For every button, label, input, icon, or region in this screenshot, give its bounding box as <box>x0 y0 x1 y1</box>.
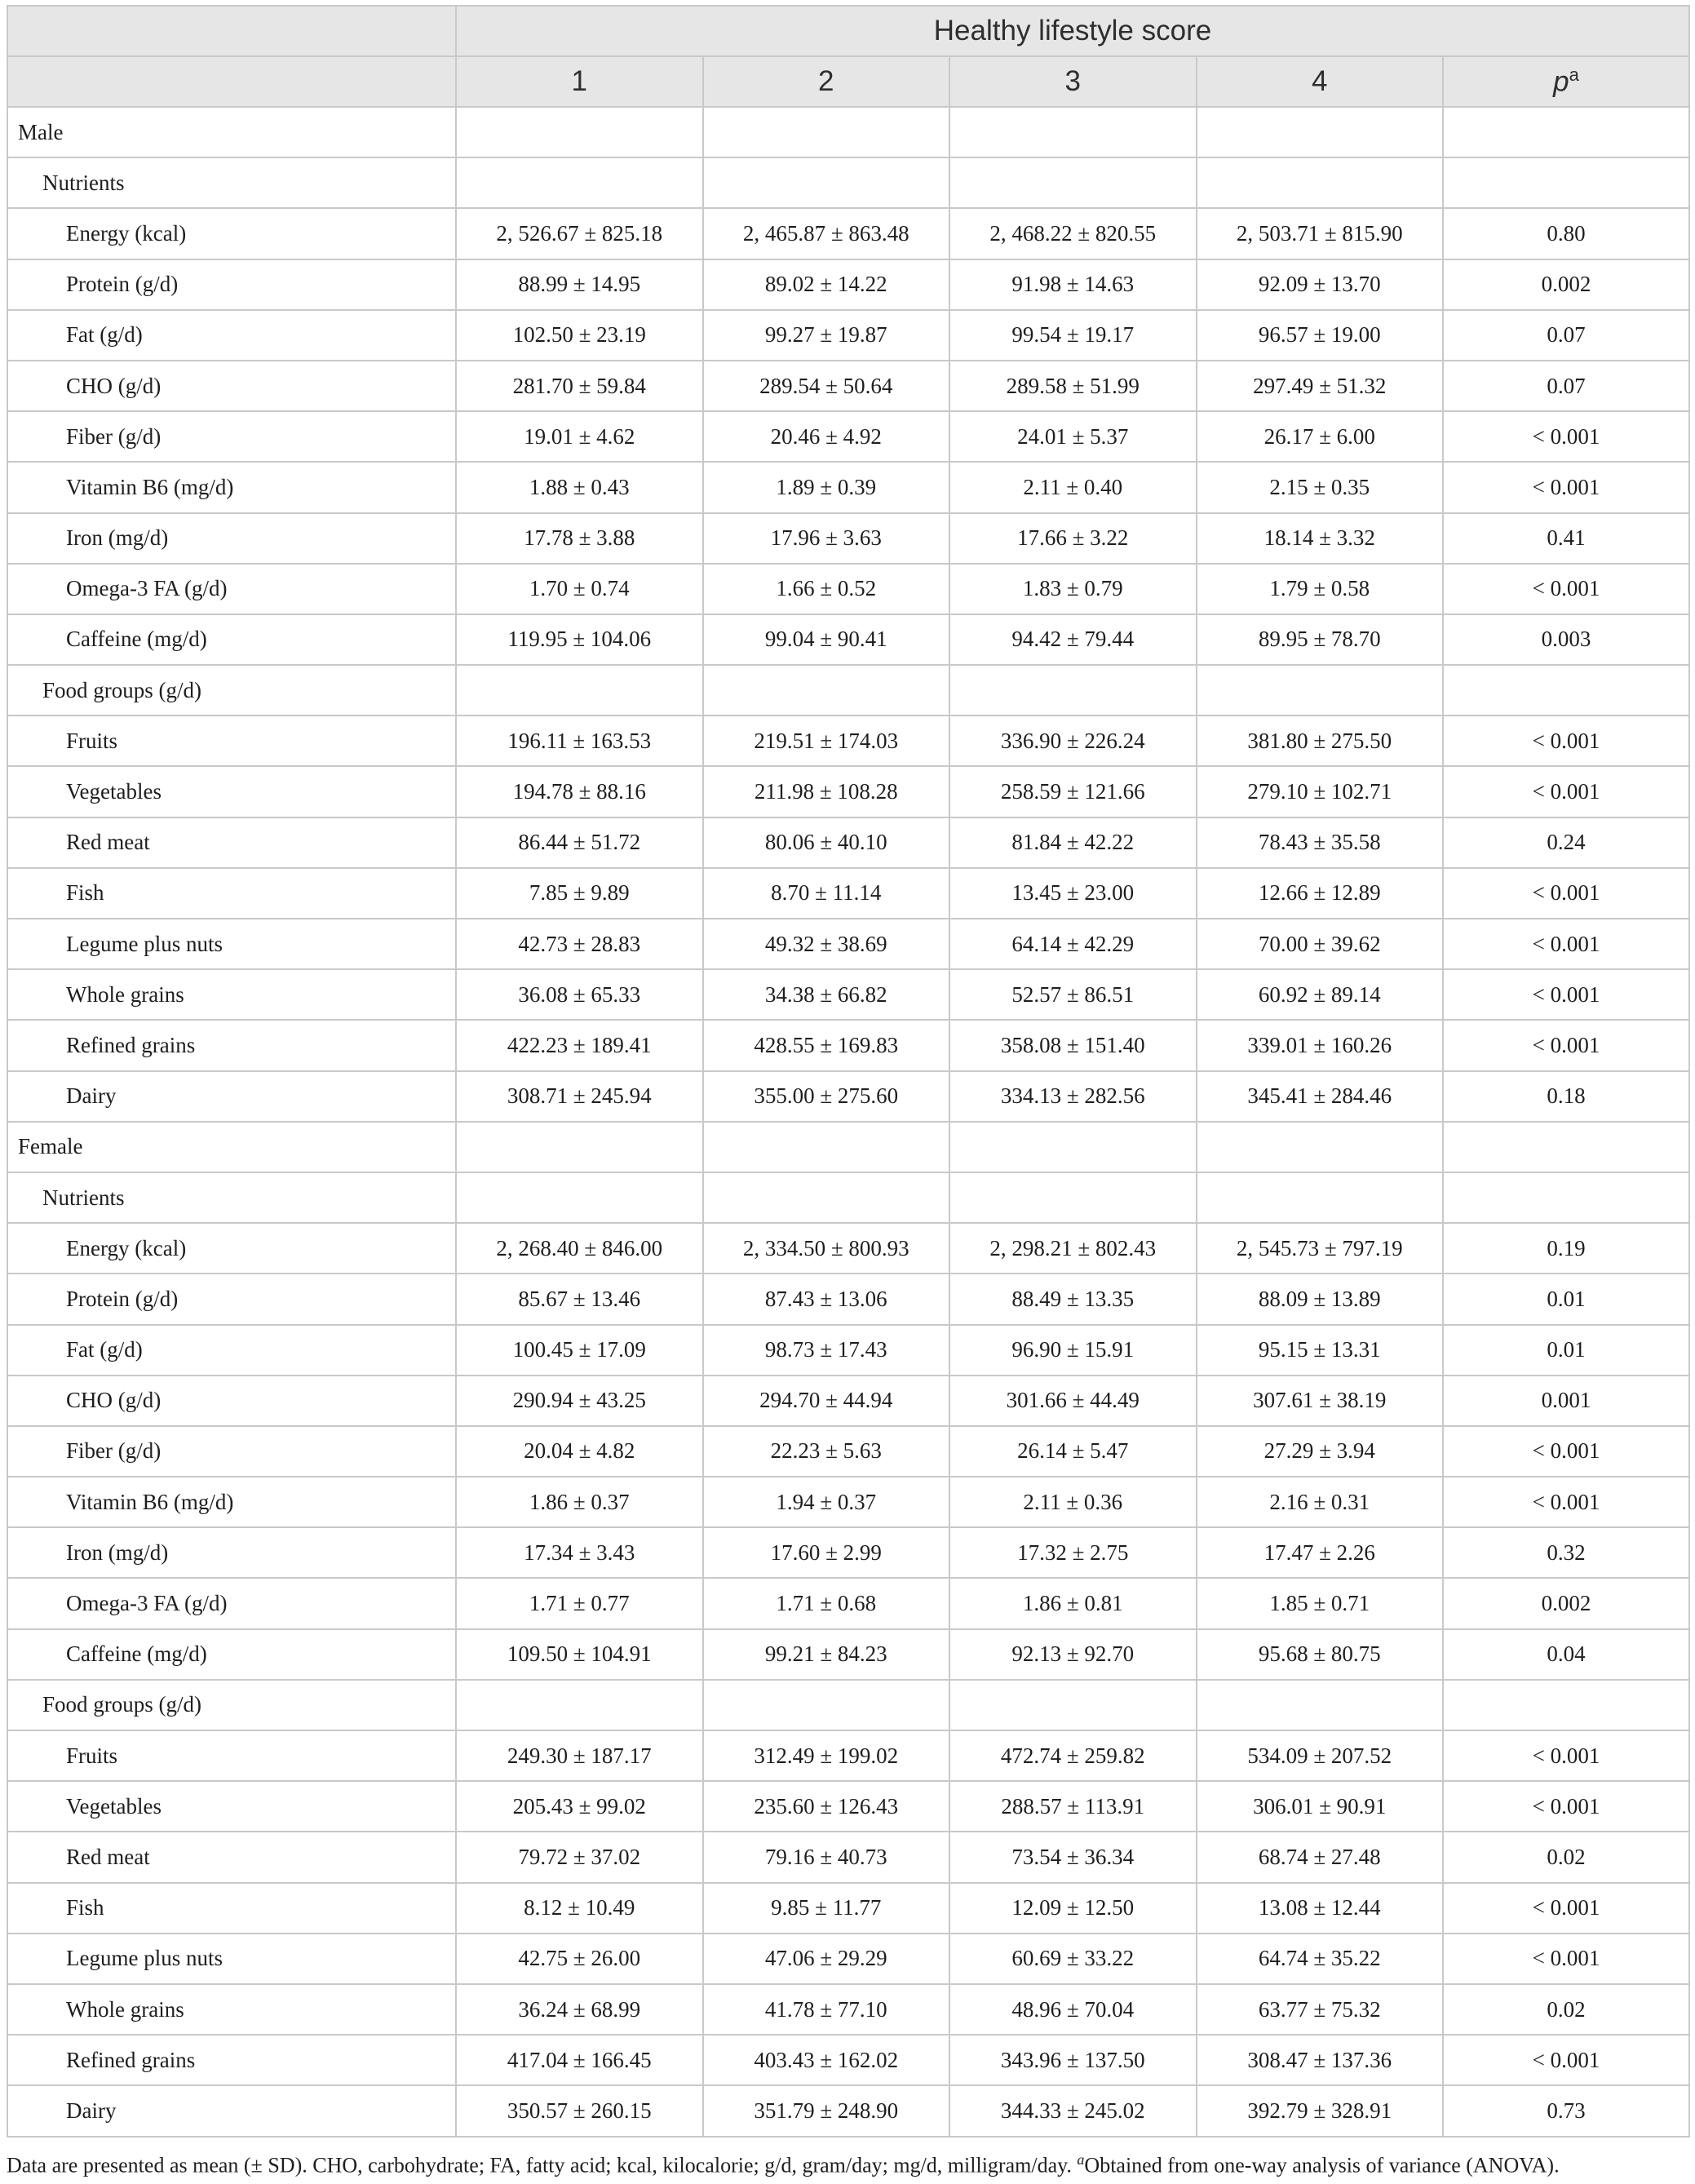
value-cell-score-4: 534.09 ± 207.52 <box>1197 1730 1444 1781</box>
p-value-cell: 0.19 <box>1443 1223 1689 1274</box>
value-cell-score-4: 18.14 ± 3.32 <box>1197 513 1444 564</box>
value-cell-score-2: 351.79 ± 248.90 <box>703 2085 950 2136</box>
p-value-cell: 0.02 <box>1443 1832 1689 1882</box>
value-cell-score-1: 109.50 ± 104.91 <box>456 1629 703 1680</box>
row-label: Whole grains <box>7 969 456 1020</box>
p-value-cell: 0.003 <box>1443 614 1689 665</box>
value-cell-score-4: 12.66 ± 12.89 <box>1197 868 1444 919</box>
row-label: Energy (kcal) <box>7 1223 456 1274</box>
value-cell-score-2: 89.02 ± 14.22 <box>703 259 950 310</box>
p-value-cell: 0.32 <box>1443 1527 1689 1578</box>
value-cell-score-1: 2, 526.67 ± 825.18 <box>456 208 703 259</box>
table-row <box>7 817 1689 868</box>
value-cell-score-1: 88.99 ± 14.95 <box>456 259 703 310</box>
value-cell-score-2: 1.66 ± 0.52 <box>703 564 950 614</box>
table-row <box>7 1781 1689 1832</box>
p-value-cell: < 0.001 <box>1443 1781 1689 1832</box>
table-row <box>7 1934 1689 1984</box>
table-row <box>7 1477 1689 1527</box>
row-label: Protein (g/d) <box>7 259 456 310</box>
empty-cell <box>1197 107 1444 157</box>
value-cell-score-4: 2.15 ± 0.35 <box>1197 462 1444 512</box>
value-cell-score-3: 301.66 ± 44.49 <box>949 1376 1197 1426</box>
value-cell-score-2: 17.96 ± 3.63 <box>703 513 950 564</box>
value-cell-score-2: 99.21 ± 84.23 <box>703 1629 950 1680</box>
table-row <box>7 614 1689 665</box>
row-label: Protein (g/d) <box>7 1274 456 1324</box>
row-label: Fiber (g/d) <box>7 1426 456 1477</box>
empty-cell <box>949 1680 1197 1730</box>
section-label: Female <box>7 1122 456 1172</box>
p-value-cell: < 0.001 <box>1443 1477 1689 1527</box>
table-body <box>7 107 1689 2137</box>
value-cell-score-4: 1.79 ± 0.58 <box>1197 564 1444 614</box>
empty-cell <box>703 665 950 715</box>
value-cell-score-1: 1.71 ± 0.77 <box>456 1578 703 1628</box>
value-cell-score-2: 87.43 ± 13.06 <box>703 1274 950 1324</box>
row-label: Red meat <box>7 817 456 868</box>
table-row <box>7 1020 1689 1070</box>
table-row <box>7 969 1689 1020</box>
value-cell-score-3: 13.45 ± 23.00 <box>949 868 1197 919</box>
empty-cell <box>949 665 1197 715</box>
footnote-text: Data are presented as mean (± SD). CHO, carbohydrate; FA, fatty acid; kcal, kilocalorie; g/d, gram/day; mg/d, milligram/day. <box>7 2153 1078 2177</box>
header-corner <box>7 6 456 56</box>
value-cell-score-1: 2, 268.40 ± 846.00 <box>456 1223 703 1274</box>
table-row <box>7 1376 1689 1426</box>
p-value-cell: < 0.001 <box>1443 1020 1689 1070</box>
value-cell-score-4: 78.43 ± 35.58 <box>1197 817 1444 868</box>
p-value-cell: < 0.001 <box>1443 868 1689 919</box>
value-cell-score-2: 219.51 ± 174.03 <box>703 715 950 766</box>
empty-cell <box>456 665 703 715</box>
value-cell-score-2: 47.06 ± 29.29 <box>703 1934 950 1984</box>
subsection-label: Nutrients <box>7 1172 456 1223</box>
value-cell-score-3: 17.66 ± 3.22 <box>949 513 1197 564</box>
row-label: CHO (g/d) <box>7 1376 456 1426</box>
value-cell-score-4: 345.41 ± 284.46 <box>1197 1071 1444 1122</box>
value-cell-score-1: 20.04 ± 4.82 <box>456 1426 703 1477</box>
table-row <box>7 868 1689 919</box>
row-label: CHO (g/d) <box>7 361 456 411</box>
table-row <box>7 766 1689 817</box>
p-value-cell: 0.01 <box>1443 1274 1689 1324</box>
table-row <box>7 2085 1689 2136</box>
empty-cell <box>703 1680 950 1730</box>
value-cell-score-2: 2, 465.87 ± 863.48 <box>703 208 950 259</box>
row-label: Fruits <box>7 715 456 766</box>
value-cell-score-3: 344.33 ± 245.02 <box>949 2085 1197 2136</box>
value-cell-score-1: 8.12 ± 10.49 <box>456 1883 703 1934</box>
value-cell-score-1: 205.43 ± 99.02 <box>456 1781 703 1832</box>
value-cell-score-3: 258.59 ± 121.66 <box>949 766 1197 817</box>
value-cell-score-1: 350.57 ± 260.15 <box>456 2085 703 2136</box>
empty-cell <box>456 1122 703 1172</box>
value-cell-score-4: 279.10 ± 102.71 <box>1197 766 1444 817</box>
table-row <box>7 1578 1689 1628</box>
empty-cell <box>456 107 703 157</box>
row-label: Omega-3 FA (g/d) <box>7 564 456 614</box>
value-cell-score-1: 249.30 ± 187.17 <box>456 1730 703 1781</box>
row-label: Fat (g/d) <box>7 1325 456 1376</box>
value-cell-score-2: 2, 334.50 ± 800.93 <box>703 1223 950 1274</box>
p-value-cell: < 0.001 <box>1443 411 1689 462</box>
value-cell-score-3: 288.57 ± 113.91 <box>949 1781 1197 1832</box>
value-cell-score-4: 2.16 ± 0.31 <box>1197 1477 1444 1527</box>
value-cell-score-3: 92.13 ± 92.70 <box>949 1629 1197 1680</box>
value-cell-score-3: 2, 468.22 ± 820.55 <box>949 208 1197 259</box>
value-cell-score-2: 312.49 ± 199.02 <box>703 1730 950 1781</box>
value-cell-score-2: 8.70 ± 11.14 <box>703 868 950 919</box>
value-cell-score-3: 2.11 ± 0.36 <box>949 1477 1197 1527</box>
section-row <box>7 107 1689 157</box>
value-cell-score-3: 88.49 ± 13.35 <box>949 1274 1197 1324</box>
value-cell-score-4: 13.08 ± 12.44 <box>1197 1883 1444 1934</box>
p-value-cell: < 0.001 <box>1443 1883 1689 1934</box>
value-cell-score-3: 60.69 ± 33.22 <box>949 1934 1197 1984</box>
value-cell-score-1: 102.50 ± 23.19 <box>456 310 703 361</box>
value-cell-score-1: 290.94 ± 43.25 <box>456 1376 703 1426</box>
value-cell-score-3: 94.42 ± 79.44 <box>949 614 1197 665</box>
value-cell-score-4: 96.57 ± 19.00 <box>1197 310 1444 361</box>
table-row <box>7 1325 1689 1376</box>
table-row <box>7 1629 1689 1680</box>
empty-cell <box>1197 665 1444 715</box>
value-cell-score-3: 73.54 ± 36.34 <box>949 1832 1197 1882</box>
value-cell-score-4: 95.68 ± 80.75 <box>1197 1629 1444 1680</box>
row-label: Vitamin B6 (mg/d) <box>7 462 456 512</box>
value-cell-score-3: 96.90 ± 15.91 <box>949 1325 1197 1376</box>
empty-cell <box>1197 1680 1444 1730</box>
empty-cell <box>949 107 1197 157</box>
value-cell-score-4: 392.79 ± 328.91 <box>1197 2085 1444 2136</box>
value-cell-score-2: 1.94 ± 0.37 <box>703 1477 950 1527</box>
empty-cell <box>703 1172 950 1223</box>
table-row <box>7 1832 1689 1882</box>
p-value-cell: < 0.001 <box>1443 969 1689 1020</box>
empty-cell <box>1443 665 1689 715</box>
table-row <box>7 1071 1689 1122</box>
empty-cell <box>703 107 950 157</box>
table-row <box>7 1984 1689 2035</box>
value-cell-score-3: 472.74 ± 259.82 <box>949 1730 1197 1781</box>
value-cell-score-4: 297.49 ± 51.32 <box>1197 361 1444 411</box>
empty-cell <box>1443 157 1689 208</box>
value-cell-score-3: 52.57 ± 86.51 <box>949 969 1197 1020</box>
value-cell-score-2: 355.00 ± 275.60 <box>703 1071 950 1122</box>
value-cell-score-3: 12.09 ± 12.50 <box>949 1883 1197 1934</box>
value-cell-score-2: 49.32 ± 38.69 <box>703 919 950 969</box>
value-cell-score-2: 428.55 ± 169.83 <box>703 1020 950 1070</box>
value-cell-score-3: 1.83 ± 0.79 <box>949 564 1197 614</box>
row-label: Whole grains <box>7 1984 456 2035</box>
row-label: Refined grains <box>7 1020 456 1070</box>
table-row <box>7 564 1689 614</box>
value-cell-score-2: 22.23 ± 5.63 <box>703 1426 950 1477</box>
subsection-label: Food groups (g/d) <box>7 1680 456 1730</box>
value-cell-score-2: 289.54 ± 50.64 <box>703 361 950 411</box>
row-label: Caffeine (mg/d) <box>7 1629 456 1680</box>
value-cell-score-1: 281.70 ± 59.84 <box>456 361 703 411</box>
value-cell-score-2: 294.70 ± 44.94 <box>703 1376 950 1426</box>
value-cell-score-3: 26.14 ± 5.47 <box>949 1426 1197 1477</box>
row-label: Fat (g/d) <box>7 310 456 361</box>
section-row <box>7 1122 1689 1172</box>
header-col-1: 1 <box>456 56 703 107</box>
p-value-cell: < 0.001 <box>1443 1426 1689 1477</box>
p-value-cell: < 0.001 <box>1443 766 1689 817</box>
row-label: Iron (mg/d) <box>7 1527 456 1578</box>
table-row <box>7 2035 1689 2085</box>
p-value-cell: < 0.001 <box>1443 715 1689 766</box>
value-cell-score-4: 2, 503.71 ± 815.90 <box>1197 208 1444 259</box>
value-cell-score-1: 7.85 ± 9.89 <box>456 868 703 919</box>
value-cell-score-1: 422.23 ± 189.41 <box>456 1020 703 1070</box>
value-cell-score-1: 79.72 ± 37.02 <box>456 1832 703 1882</box>
empty-cell <box>1443 1122 1689 1172</box>
header-p-value <box>1443 56 1689 107</box>
footnote-marker: a <box>1077 2151 1085 2168</box>
value-cell-score-1: 36.24 ± 68.99 <box>456 1984 703 2035</box>
row-label: Dairy <box>7 2085 456 2136</box>
row-label: Iron (mg/d) <box>7 513 456 564</box>
row-label: Fish <box>7 1883 456 1934</box>
table-row <box>7 1883 1689 1934</box>
value-cell-score-4: 2, 545.73 ± 797.19 <box>1197 1223 1444 1274</box>
p-value-cell: < 0.001 <box>1443 462 1689 512</box>
row-label: Vegetables <box>7 766 456 817</box>
row-label: Dairy <box>7 1071 456 1122</box>
value-cell-score-4: 89.95 ± 78.70 <box>1197 614 1444 665</box>
header-col-3: 3 <box>949 56 1197 107</box>
empty-cell <box>703 1122 950 1172</box>
p-value-cell: 0.02 <box>1443 1984 1689 2035</box>
row-label: Fruits <box>7 1730 456 1781</box>
value-cell-score-3: 99.54 ± 19.17 <box>949 310 1197 361</box>
value-cell-score-2: 403.43 ± 162.02 <box>703 2035 950 2085</box>
value-cell-score-2: 1.71 ± 0.68 <box>703 1578 950 1628</box>
value-cell-score-1: 308.71 ± 245.94 <box>456 1071 703 1122</box>
value-cell-score-4: 306.01 ± 90.91 <box>1197 1781 1444 1832</box>
value-cell-score-3: 343.96 ± 137.50 <box>949 2035 1197 2085</box>
value-cell-score-3: 48.96 ± 70.04 <box>949 1984 1197 2035</box>
empty-cell <box>949 157 1197 208</box>
row-label: Caffeine (mg/d) <box>7 614 456 665</box>
value-cell-score-2: 99.04 ± 90.41 <box>703 614 950 665</box>
subsection-row <box>7 157 1689 208</box>
value-cell-score-1: 1.70 ± 0.74 <box>456 564 703 614</box>
p-value-cell: 0.80 <box>1443 208 1689 259</box>
p-value-cell: 0.41 <box>1443 513 1689 564</box>
row-label: Fiber (g/d) <box>7 411 456 462</box>
subsection-label: Nutrients <box>7 157 456 208</box>
header-corner-2 <box>7 56 456 107</box>
value-cell-score-1: 1.88 ± 0.43 <box>456 462 703 512</box>
value-cell-score-1: 417.04 ± 166.45 <box>456 2035 703 2085</box>
row-label: Legume plus nuts <box>7 1934 456 1984</box>
header-col-2: 2 <box>703 56 950 107</box>
row-label: Fish <box>7 868 456 919</box>
empty-cell <box>456 1680 703 1730</box>
empty-cell <box>1443 1172 1689 1223</box>
p-value-cell: < 0.001 <box>1443 564 1689 614</box>
table-row <box>7 310 1689 361</box>
table-row <box>7 411 1689 462</box>
value-cell-score-3: 334.13 ± 282.56 <box>949 1071 1197 1122</box>
value-cell-score-1: 86.44 ± 51.72 <box>456 817 703 868</box>
p-value-cell: 0.001 <box>1443 1376 1689 1426</box>
subsection-row <box>7 1172 1689 1223</box>
empty-cell <box>456 157 703 208</box>
value-cell-score-2: 41.78 ± 77.10 <box>703 1984 950 2035</box>
empty-cell <box>1443 1680 1689 1730</box>
value-cell-score-1: 194.78 ± 88.16 <box>456 766 703 817</box>
value-cell-score-3: 2, 298.21 ± 802.43 <box>949 1223 1197 1274</box>
value-cell-score-1: 196.11 ± 163.53 <box>456 715 703 766</box>
table-row <box>7 462 1689 512</box>
table-row <box>7 361 1689 411</box>
value-cell-score-1: 17.78 ± 3.88 <box>456 513 703 564</box>
value-cell-score-2: 99.27 ± 19.87 <box>703 310 950 361</box>
value-cell-score-2: 20.46 ± 4.92 <box>703 411 950 462</box>
p-value-cell: 0.002 <box>1443 1578 1689 1628</box>
value-cell-score-1: 42.75 ± 26.00 <box>456 1934 703 1984</box>
value-cell-score-4: 308.47 ± 137.36 <box>1197 2035 1444 2085</box>
value-cell-score-3: 17.32 ± 2.75 <box>949 1527 1197 1578</box>
value-cell-score-4: 60.92 ± 89.14 <box>1197 969 1444 1020</box>
value-cell-score-4: 307.61 ± 38.19 <box>1197 1376 1444 1426</box>
value-cell-score-1: 42.73 ± 28.83 <box>456 919 703 969</box>
value-cell-score-3: 2.11 ± 0.40 <box>949 462 1197 512</box>
row-label: Legume plus nuts <box>7 919 456 969</box>
p-value-cell: < 0.001 <box>1443 1934 1689 1984</box>
empty-cell <box>456 1172 703 1223</box>
empty-cell <box>949 1172 1197 1223</box>
p-value-cell: 0.24 <box>1443 817 1689 868</box>
value-cell-score-1: 100.45 ± 17.09 <box>456 1325 703 1376</box>
value-cell-score-1: 1.86 ± 0.37 <box>456 1477 703 1527</box>
value-cell-score-4: 27.29 ± 3.94 <box>1197 1426 1444 1477</box>
row-label: Vitamin B6 (mg/d) <box>7 1477 456 1527</box>
section-label: Male <box>7 107 456 157</box>
value-cell-score-3: 1.86 ± 0.81 <box>949 1578 1197 1628</box>
value-cell-score-3: 24.01 ± 5.37 <box>949 411 1197 462</box>
data-table <box>7 5 1690 2137</box>
subsection-label: Food groups (g/d) <box>7 665 456 715</box>
value-cell-score-2: 34.38 ± 66.82 <box>703 969 950 1020</box>
table-footnote <box>7 2151 1690 2178</box>
row-label: Red meat <box>7 1832 456 1882</box>
value-cell-score-4: 64.74 ± 35.22 <box>1197 1934 1444 1984</box>
row-label: Energy (kcal) <box>7 208 456 259</box>
value-cell-score-2: 211.98 ± 108.28 <box>703 766 950 817</box>
value-cell-score-4: 95.15 ± 13.31 <box>1197 1325 1444 1376</box>
value-cell-score-1: 17.34 ± 3.43 <box>456 1527 703 1578</box>
subsection-row <box>7 665 1689 715</box>
footnote-anova: Obtained from one-way analysis of variance (ANOVA). <box>1084 2153 1560 2177</box>
value-cell-score-3: 64.14 ± 42.29 <box>949 919 1197 969</box>
empty-cell <box>1443 107 1689 157</box>
value-cell-score-4: 68.74 ± 27.48 <box>1197 1832 1444 1882</box>
p-label: p <box>1553 65 1569 98</box>
p-value-cell: < 0.001 <box>1443 2035 1689 2085</box>
table-header <box>7 6 1689 107</box>
header-group-title: Healthy lifestyle score <box>456 6 1689 56</box>
table-row <box>7 208 1689 259</box>
p-value-cell: 0.04 <box>1443 1629 1689 1680</box>
row-label: Omega-3 FA (g/d) <box>7 1578 456 1628</box>
p-value-cell: 0.01 <box>1443 1325 1689 1376</box>
row-label: Vegetables <box>7 1781 456 1832</box>
value-cell-score-4: 92.09 ± 13.70 <box>1197 259 1444 310</box>
empty-cell <box>1197 1172 1444 1223</box>
p-value-cell: 0.18 <box>1443 1071 1689 1122</box>
empty-cell <box>703 157 950 208</box>
table-container <box>7 5 1690 2137</box>
value-cell-score-2: 79.16 ± 40.73 <box>703 1832 950 1882</box>
value-cell-score-2: 1.89 ± 0.39 <box>703 462 950 512</box>
table-row <box>7 1223 1689 1274</box>
value-cell-score-2: 98.73 ± 17.43 <box>703 1325 950 1376</box>
value-cell-score-2: 235.60 ± 126.43 <box>703 1781 950 1832</box>
value-cell-score-1: 19.01 ± 4.62 <box>456 411 703 462</box>
value-cell-score-4: 88.09 ± 13.89 <box>1197 1274 1444 1324</box>
value-cell-score-4: 339.01 ± 160.26 <box>1197 1020 1444 1070</box>
table-row <box>7 1274 1689 1324</box>
value-cell-score-3: 289.58 ± 51.99 <box>949 361 1197 411</box>
p-superscript: a <box>1569 64 1579 86</box>
header-col-4: 4 <box>1197 56 1444 107</box>
value-cell-score-3: 358.08 ± 151.40 <box>949 1020 1197 1070</box>
table-row <box>7 259 1689 310</box>
empty-cell <box>1197 157 1444 208</box>
p-value-cell: 0.07 <box>1443 310 1689 361</box>
value-cell-score-1: 85.67 ± 13.46 <box>456 1274 703 1324</box>
table-row <box>7 715 1689 766</box>
value-cell-score-3: 91.98 ± 14.63 <box>949 259 1197 310</box>
value-cell-score-2: 17.60 ± 2.99 <box>703 1527 950 1578</box>
value-cell-score-4: 381.80 ± 275.50 <box>1197 715 1444 766</box>
subsection-row <box>7 1680 1689 1730</box>
table-row <box>7 513 1689 564</box>
table-row <box>7 1426 1689 1477</box>
value-cell-score-4: 63.77 ± 75.32 <box>1197 1984 1444 2035</box>
p-value-cell: 0.002 <box>1443 259 1689 310</box>
row-label: Refined grains <box>7 2035 456 2085</box>
empty-cell <box>949 1122 1197 1172</box>
p-value-cell: < 0.001 <box>1443 919 1689 969</box>
value-cell-score-3: 336.90 ± 226.24 <box>949 715 1197 766</box>
value-cell-score-3: 81.84 ± 42.22 <box>949 817 1197 868</box>
value-cell-score-4: 1.85 ± 0.71 <box>1197 1578 1444 1628</box>
table-row <box>7 919 1689 969</box>
value-cell-score-1: 119.95 ± 104.06 <box>456 614 703 665</box>
p-value-cell: 0.73 <box>1443 2085 1689 2136</box>
p-value-cell: 0.07 <box>1443 361 1689 411</box>
value-cell-score-1: 36.08 ± 65.33 <box>456 969 703 1020</box>
value-cell-score-4: 26.17 ± 6.00 <box>1197 411 1444 462</box>
value-cell-score-4: 70.00 ± 39.62 <box>1197 919 1444 969</box>
table-row <box>7 1527 1689 1578</box>
value-cell-score-4: 17.47 ± 2.26 <box>1197 1527 1444 1578</box>
empty-cell <box>1197 1122 1444 1172</box>
value-cell-score-2: 80.06 ± 40.10 <box>703 817 950 868</box>
value-cell-score-2: 9.85 ± 11.77 <box>703 1883 950 1934</box>
table-row <box>7 1730 1689 1781</box>
p-value-cell: < 0.001 <box>1443 1730 1689 1781</box>
